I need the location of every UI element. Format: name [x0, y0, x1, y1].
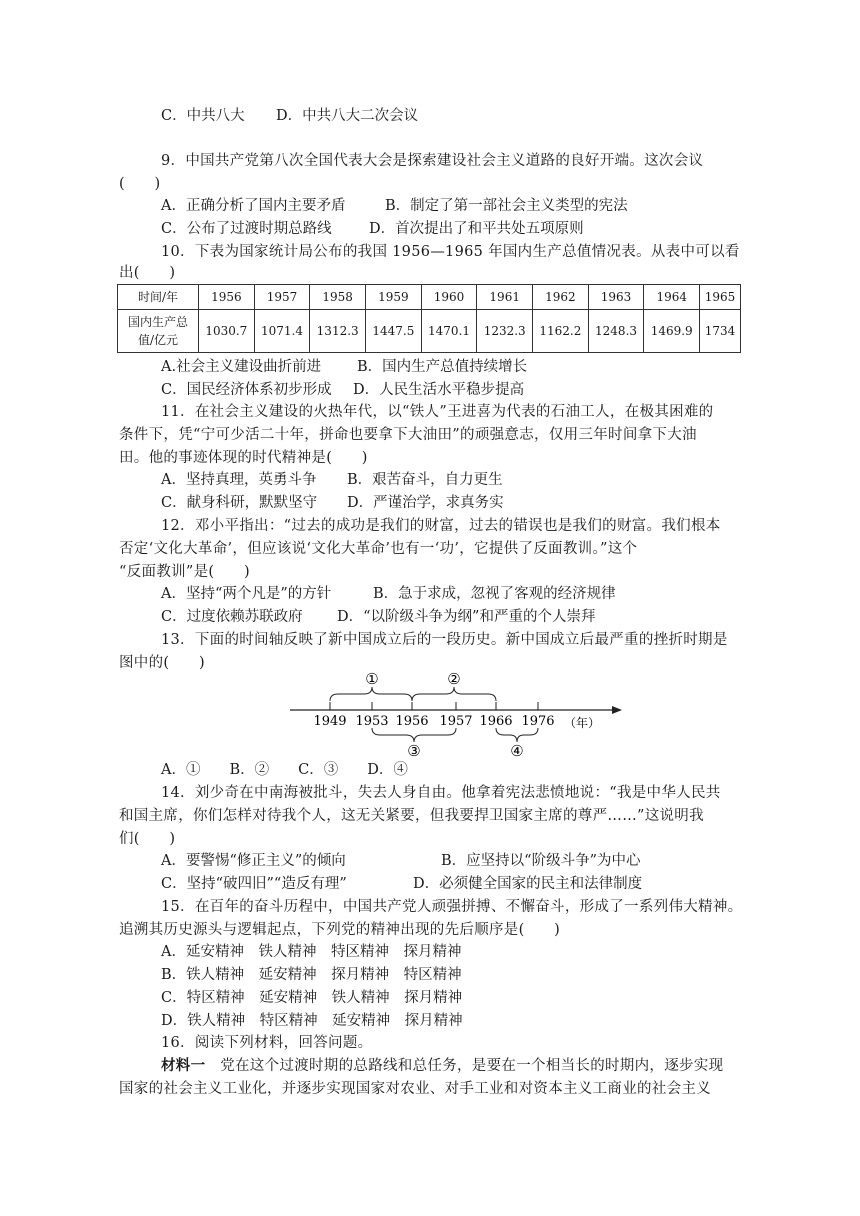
- timeline-arrowhead: [612, 706, 622, 714]
- table-header-gdp-line1: 国内生产总: [127, 315, 188, 329]
- q9-stem-line1: 9．中国共产党第八次全国代表大会是探索建设社会主义道路的良好开端。这次会议: [161, 153, 704, 169]
- timeline-year: 1957: [439, 714, 473, 729]
- q12-option-a[interactable]: A．坚持“两个凡是”的方针: [161, 586, 332, 602]
- q10-stem-line2: 出( ): [119, 265, 176, 281]
- q11-option-c[interactable]: C．献身科研，默默坚守: [161, 495, 318, 511]
- table-header-gdp: [118, 310, 199, 353]
- q14-option-c[interactable]: C．坚持“破四旧”“造反有理”: [161, 876, 347, 892]
- q12-option-d[interactable]: D．“以阶级斗争为纲”和严重的个人崇拜: [337, 609, 596, 625]
- table-cell: 1956: [199, 285, 255, 310]
- timeline-label-3: ③: [407, 742, 421, 760]
- timeline-year: 1956: [395, 714, 429, 729]
- q11-stem-line3: 田。他的事迹体现的时代精神是( ): [119, 450, 368, 466]
- material-1-text: 党在这个过渡时期的总路线和总任务，是要在一个相当长的时期内，逐步实现: [205, 1058, 724, 1074]
- q13-options[interactable]: A．① B．② C．③ D．④: [161, 762, 408, 778]
- table-cell: 1957: [254, 285, 310, 310]
- q14-stem-line1: 14．刘少奇在中南海被批斗，失去人身自由。他拿着宪法悲愤地说：“我是中华人民共: [161, 785, 721, 801]
- timeline-label-4: ④: [510, 742, 524, 760]
- timeline-year: 1966: [479, 714, 513, 729]
- gdp-table: [117, 284, 741, 353]
- q10-stem-line1: 10．下表为国家统计局公布的我国 1956—1965 年国内生产总值情况表。从表中可以看: [161, 244, 740, 260]
- q11-stem-line1: 11．在社会主义建设的火热年代，以“铁人”王进喜为代表的石油工人，在极其困难的: [161, 404, 714, 420]
- q14-stem-line2: 和国主席，你们怎样对待我个人，这无关紧要，但我要捍卫国家主席的尊严……”这说明我: [119, 808, 704, 824]
- q8-option-c[interactable]: C．中共八大: [161, 108, 245, 124]
- table-cell: 1469.9: [644, 310, 700, 353]
- q13-stem-line1: 13．下面的时间轴反映了新中国成立后的一段历史。新中国成立后最严重的挫折时期是: [161, 632, 728, 648]
- timeline-year: 1953: [355, 714, 389, 729]
- q12-stem-line3: “反面教训”是( ): [119, 564, 250, 580]
- table-cell: 1958: [310, 285, 366, 310]
- q10-option-d[interactable]: D．人民生活水平稳步提高: [353, 382, 525, 398]
- brace-period-3: [372, 728, 456, 742]
- table-cell: 1734: [700, 310, 741, 353]
- history-timeline: [288, 670, 628, 765]
- table-cell: 1232.3: [477, 310, 533, 353]
- q15-stem-line2: 追溯其历史源头与逻辑起点，下列党的精神出现的先后顺序是( ): [119, 922, 561, 938]
- timeline-label-1: ①: [365, 670, 379, 688]
- q9-option-c[interactable]: C．公布了过渡时期总路线: [161, 221, 332, 237]
- q16-material-1-line1: [161, 1056, 723, 1076]
- table-cell: 1964: [644, 285, 700, 310]
- timeline-year: 1949: [313, 714, 347, 729]
- q11-option-d[interactable]: D．严谨治学，求真务实: [347, 495, 504, 511]
- table-cell: 1447.5: [366, 310, 422, 353]
- table-cell: 1162.2: [533, 310, 589, 353]
- table-cell: 1961: [477, 285, 533, 310]
- q11-option-a[interactable]: A．坚持真理，英勇斗争: [161, 472, 317, 488]
- table-cell: 1071.4: [254, 310, 310, 353]
- table-row: [118, 285, 741, 310]
- material-1-label: 材料一: [161, 1057, 206, 1074]
- q15-stem-line1: 15．在百年的奋斗历程中，中国共产党人顽强拼搏、不懈奋斗，形成了一系列伟大精神。: [161, 899, 743, 915]
- q12-stem-line2: 否定‘文化大革命’，但应该说‘文化大革命’也有一‘功’，它提供了反面教训。”这个: [119, 541, 638, 557]
- table-header-year: 时间/年: [118, 285, 199, 310]
- table-cell: 1312.3: [310, 310, 366, 353]
- timeline-year: 1976: [521, 714, 555, 729]
- q14-stem-line3: 们( ): [119, 831, 176, 847]
- q9-option-a[interactable]: A．正确分析了国内主要矛盾: [161, 198, 346, 214]
- table-row: [118, 310, 741, 353]
- q10-option-a[interactable]: A.社会主义建设曲折前进: [161, 359, 322, 375]
- q16-material-1-line2: 国家的社会主义工业化，并逐步实现国家对农业、对手工业和对资本主义工商业的社会主义: [119, 1081, 711, 1097]
- timeline-unit: （年）: [564, 716, 601, 730]
- q10-option-b[interactable]: B．国内生产总值持续增长: [357, 359, 528, 375]
- q15-option-c[interactable]: C．特区精神 延安精神 铁人精神 探月精神: [161, 990, 463, 1006]
- table-cell: 1248.3: [588, 310, 644, 353]
- q14-option-a[interactable]: A．要警惕“修正主义”的倾向: [161, 853, 346, 869]
- q14-option-b[interactable]: B．应坚持以“阶级斗争”为中心: [441, 853, 641, 869]
- q11-option-b[interactable]: B．艰苦奋斗，自力更生: [347, 472, 503, 488]
- q16-stem: 16．阅读下列材料，回答问题。: [161, 1035, 373, 1051]
- table-cell: 1959: [366, 285, 422, 310]
- q9-option-b[interactable]: B．制定了第一部社会主义类型的宪法: [385, 198, 628, 214]
- q15-option-d[interactable]: D．铁人精神 特区精神 延安精神 探月精神: [161, 1013, 463, 1029]
- table-cell: 1963: [588, 285, 644, 310]
- q10-option-c[interactable]: C．国民经济体系初步形成: [161, 382, 332, 398]
- brace-period-1: [330, 687, 412, 701]
- q8-option-d[interactable]: D．中共八大二次会议: [276, 108, 419, 124]
- q15-option-b[interactable]: B．铁人精神 延安精神 探月精神 特区精神: [161, 967, 462, 983]
- q12-option-c[interactable]: C．过度依赖苏联政府: [161, 609, 303, 625]
- table-cell: 1470.1: [421, 310, 477, 353]
- table-header-gdp-line2: 值/亿元: [137, 333, 179, 347]
- table-cell: 1965: [700, 285, 741, 310]
- brace-period-4: [496, 728, 538, 742]
- q12-stem-line1: 12．邓小平指出：“过去的成功是我们的财富，过去的错误也是我们的财富。我们根本: [161, 518, 721, 534]
- table-cell: 1962: [533, 285, 589, 310]
- table-cell: 1960: [421, 285, 477, 310]
- q9-option-d[interactable]: D．首次提出了和平共处五项原则: [369, 221, 584, 237]
- q11-stem-line2: 条件下，凭“宁可少活二十年，拼命也要拿下大油田”的顽强意志，仅用三年时间拿下大油: [119, 427, 697, 443]
- timeline-label-2: ②: [447, 670, 461, 688]
- q9-stem-line2: ( ): [119, 176, 161, 192]
- brace-period-2: [412, 687, 496, 701]
- q13-stem-line2: 图中的( ): [119, 655, 205, 671]
- q12-option-b[interactable]: B．急于求成，忽视了客观的经济规律: [373, 586, 616, 602]
- q14-option-d[interactable]: D．必须健全国家的民主和法律制度: [413, 876, 643, 892]
- table-cell: 1030.7: [199, 310, 255, 353]
- q15-option-a[interactable]: A．延安精神 铁人精神 特区精神 探月精神: [161, 944, 462, 960]
